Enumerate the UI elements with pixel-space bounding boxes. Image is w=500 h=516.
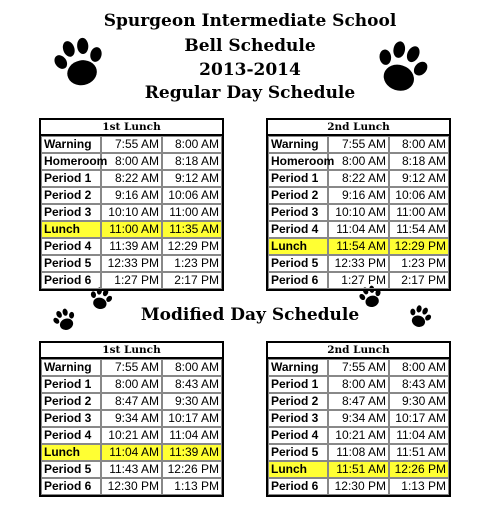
start-time-cell: 7:55 AM [328, 136, 389, 153]
start-time-cell: 9:34 AM [328, 410, 389, 427]
lunch-row [268, 461, 449, 478]
period-cell: Period 4 [41, 238, 101, 255]
start-time-cell: 11:43 AM [101, 461, 162, 478]
end-time-cell: 2:17 PM [389, 272, 449, 289]
start-time-cell: 12:33 PM [101, 255, 162, 272]
table-row [41, 238, 222, 255]
period-cell: Period 5 [268, 255, 328, 272]
document-title: Bell Schedule [184, 36, 316, 56]
table-caption: 2nd Lunch [268, 120, 449, 136]
end-time-cell: 11:39 AM [162, 444, 222, 461]
period-cell: Period 6 [41, 478, 101, 495]
end-time-cell: 12:29 PM [389, 238, 449, 255]
start-time-cell: 11:04 AM [328, 221, 389, 238]
period-cell: Lunch [268, 461, 328, 478]
table-row [41, 170, 222, 187]
table-row [41, 461, 222, 478]
end-time-cell: 11:04 AM [162, 427, 222, 444]
end-time-cell: 8:43 AM [162, 376, 222, 393]
start-time-cell: 11:08 AM [328, 444, 389, 461]
start-time-cell: 11:54 AM [328, 238, 389, 255]
table-row [41, 393, 222, 410]
table-row [41, 478, 222, 495]
table-row [268, 427, 449, 444]
period-cell: Period 3 [268, 410, 328, 427]
lunch-row [41, 221, 222, 238]
end-time-cell: 9:30 AM [162, 393, 222, 410]
start-time-cell: 1:27 PM [328, 272, 389, 289]
end-time-cell: 11:35 AM [162, 221, 222, 238]
end-time-cell: 1:13 PM [389, 478, 449, 495]
table-row [41, 136, 222, 153]
table-row [268, 393, 449, 410]
modified-first-lunch-table [39, 341, 224, 497]
end-time-cell: 11:00 AM [389, 204, 449, 221]
end-time-cell: 11:00 AM [162, 204, 222, 221]
period-cell: Period 2 [41, 187, 101, 204]
end-time-cell: 9:30 AM [389, 393, 449, 410]
start-time-cell: 12:33 PM [328, 255, 389, 272]
end-time-cell: 12:26 PM [162, 461, 222, 478]
table-caption: 1st Lunch [41, 343, 222, 359]
end-time-cell: 11:04 AM [389, 427, 449, 444]
period-cell: Period 5 [268, 444, 328, 461]
table-row [41, 427, 222, 444]
start-time-cell: 12:30 PM [101, 478, 162, 495]
period-cell: Period 3 [41, 204, 101, 221]
end-time-cell: 10:17 AM [162, 410, 222, 427]
period-cell: Period 3 [41, 410, 101, 427]
start-time-cell: 10:10 AM [328, 204, 389, 221]
period-cell: Lunch [41, 221, 101, 238]
school-year: 2013-2014 [199, 60, 301, 80]
start-time-cell: 9:16 AM [328, 187, 389, 204]
table-row [268, 478, 449, 495]
start-time-cell: 11:04 AM [101, 444, 162, 461]
period-cell: Period 4 [268, 427, 328, 444]
start-time-cell: 11:00 AM [101, 221, 162, 238]
table-row [268, 444, 449, 461]
start-time-cell: 1:27 PM [101, 272, 162, 289]
table-row [268, 187, 449, 204]
end-time-cell: 10:06 AM [162, 187, 222, 204]
start-time-cell: 11:39 AM [101, 238, 162, 255]
table-row [268, 204, 449, 221]
table-row [41, 410, 222, 427]
start-time-cell: 8:00 AM [101, 153, 162, 170]
start-time-cell: 8:47 AM [101, 393, 162, 410]
end-time-cell: 12:29 PM [162, 238, 222, 255]
start-time-cell: 9:16 AM [101, 187, 162, 204]
period-cell: Period 4 [268, 221, 328, 238]
table-caption: 2nd Lunch [268, 343, 449, 359]
end-time-cell: 8:18 AM [162, 153, 222, 170]
table-row [268, 153, 449, 170]
end-time-cell: 11:54 AM [389, 221, 449, 238]
modified-second-lunch-table [266, 341, 451, 497]
start-time-cell: 10:21 AM [328, 427, 389, 444]
regular-day-title: Regular Day Schedule [144, 83, 356, 103]
period-cell: Warning [268, 136, 328, 153]
table-row [41, 376, 222, 393]
modified-day-title: Modified Day Schedule [140, 305, 360, 325]
table-row [41, 153, 222, 170]
end-time-cell: 8:18 AM [389, 153, 449, 170]
table-row [268, 170, 449, 187]
end-time-cell: 1:23 PM [389, 255, 449, 272]
start-time-cell: 8:00 AM [328, 153, 389, 170]
table-row [41, 187, 222, 204]
end-time-cell: 1:13 PM [162, 478, 222, 495]
table-row [268, 221, 449, 238]
period-cell: Period 6 [41, 272, 101, 289]
start-time-cell: 7:55 AM [101, 136, 162, 153]
start-time-cell: 8:47 AM [328, 393, 389, 410]
end-time-cell: 8:00 AM [389, 359, 449, 376]
period-cell: Period 1 [41, 376, 101, 393]
start-time-cell: 12:30 PM [328, 478, 389, 495]
period-cell: Warning [268, 359, 328, 376]
table-row [268, 410, 449, 427]
end-time-cell: 1:23 PM [162, 255, 222, 272]
regular-first-lunch-table [39, 118, 224, 291]
table-caption: 1st Lunch [41, 120, 222, 136]
start-time-cell: 8:00 AM [101, 376, 162, 393]
period-cell: Period 6 [268, 478, 328, 495]
start-time-cell: 7:55 AM [101, 359, 162, 376]
lunch-row [41, 444, 222, 461]
period-cell: Homeroom [268, 153, 328, 170]
start-time-cell: 8:00 AM [328, 376, 389, 393]
period-cell: Period 5 [41, 461, 101, 478]
table-row [268, 376, 449, 393]
period-cell: Period 4 [41, 427, 101, 444]
table-row [41, 204, 222, 221]
period-cell: Period 1 [41, 170, 101, 187]
end-time-cell: 10:17 AM [389, 410, 449, 427]
end-time-cell: 9:12 AM [162, 170, 222, 187]
period-cell: Period 2 [41, 393, 101, 410]
table-row [268, 272, 449, 289]
school-name: Spurgeon Intermediate School [103, 11, 397, 31]
table-row [41, 255, 222, 272]
end-time-cell: 9:12 AM [389, 170, 449, 187]
table-row [268, 136, 449, 153]
start-time-cell: 8:22 AM [328, 170, 389, 187]
period-cell: Period 3 [268, 204, 328, 221]
period-cell: Homeroom [41, 153, 101, 170]
start-time-cell: 9:34 AM [101, 410, 162, 427]
table-row [41, 359, 222, 376]
table-row [41, 272, 222, 289]
end-time-cell: 2:17 PM [162, 272, 222, 289]
period-cell: Period 1 [268, 376, 328, 393]
end-time-cell: 11:51 AM [389, 444, 449, 461]
end-time-cell: 8:43 AM [389, 376, 449, 393]
start-time-cell: 10:21 AM [101, 427, 162, 444]
start-time-cell: 7:55 AM [328, 359, 389, 376]
period-cell: Period 2 [268, 393, 328, 410]
period-cell: Warning [41, 359, 101, 376]
period-cell: Period 5 [41, 255, 101, 272]
period-cell: Period 6 [268, 272, 328, 289]
period-cell: Lunch [268, 238, 328, 255]
table-row [268, 255, 449, 272]
start-time-cell: 11:51 AM [328, 461, 389, 478]
start-time-cell: 10:10 AM [101, 204, 162, 221]
start-time-cell: 8:22 AM [101, 170, 162, 187]
regular-second-lunch-table [266, 118, 451, 291]
period-cell: Warning [41, 136, 101, 153]
end-time-cell: 8:00 AM [162, 136, 222, 153]
end-time-cell: 12:26 PM [389, 461, 449, 478]
end-time-cell: 10:06 AM [389, 187, 449, 204]
end-time-cell: 8:00 AM [162, 359, 222, 376]
period-cell: Period 2 [268, 187, 328, 204]
lunch-row [268, 238, 449, 255]
period-cell: Period 1 [268, 170, 328, 187]
period-cell: Lunch [41, 444, 101, 461]
end-time-cell: 8:00 AM [389, 136, 449, 153]
table-row [268, 359, 449, 376]
